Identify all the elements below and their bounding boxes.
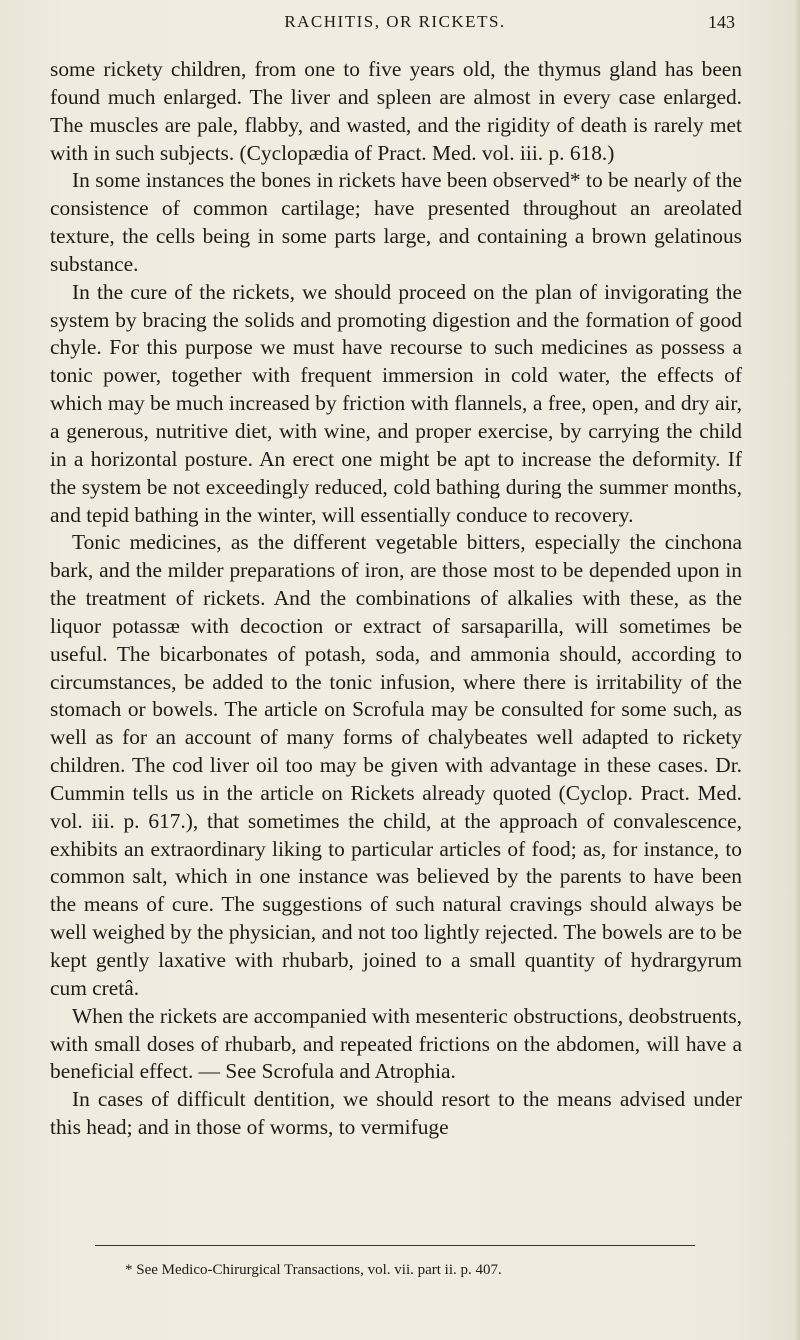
paragraph: In cases of difficult dentition, we should resort to the means advised under this head; and in those of worms, to vermifuge xyxy=(50,1087,742,1140)
paragraph: In the cure of the rickets, we should proceed on the plan of invigorating the system by bracing the solids and promoting digestion and the formation of good chyle. For this purpose we must have recourse to such medicines as possess a tonic power, together with frequent immersion in cold water, the effects of which may be much increased by friction with flannels, a free, open, and dry air, a generous, nutritive diet, with wine, and proper exercise, by carrying the child in a horizontal posture. An erect one might be apt to increase the deformity. If the system be not exceedingly reduced, cold bathing during the summer months, and tepid bathing in the winter, will essentially conduce to recovery. xyxy=(50,279,742,527)
paragraph: In some instances the bones in rickets have been observed* to be nearly of the consistence of common cartilage; have presented throughout an areolated texture, the cells being in some parts large, and containing a brown gelatinous substance. xyxy=(50,168,742,276)
footnote: * See Medico-Chirurgical Transactions, vol. vii. part ii. p. 407. xyxy=(125,1262,502,1278)
paragraph: When the rickets are accompanied with mesenteric obstructions, deobstruents, with small doses of rhubarb, and repeated frictions on the abdomen, will have a beneficial effect. — See Scrofula and Atrophia. xyxy=(50,1003,743,1084)
paragraph: Tonic medicines, as the different vegetable bitters, especially the cinchona bark, and the milder preparations of iron, are those most to be depended upon in the treatment of rickets. And the combinations of alkalies with these, as the liquor potassæ with decoction or extract of sarsaparilla, will sometimes be useful. The bicarbonates of potash, soda, and ammonia should, according to circumstances, be added to the tonic infusion, where there is irritability of the stomach or bowels. The article on Scrofula may be consulted for some such, as well as for an account of many forms of chalybeates well adapted to rickety children. The cod liver oil too may be given with advantage in these cases. Dr. Cummin tells us in the article on Rickets already quoted (Cyclop. Pract. Med. vol. iii. p. 617.), that sometimes the child, at the approach of convalescence, exhibits an extraordinary liking to particular articles of food; as, for instance, to common salt, which in one instance was believed by the parents to have been the means of cure. The suggestions of such natural cravings should always be well weighed by the physician, and not too lightly rejected. The bowels are to be kept gently laxative with rhubarb, joined to a small quantity of hydrargyrum cum cretâ. xyxy=(50,530,742,1000)
page-number: 143 xyxy=(708,12,735,32)
running-title: RACHITIS, OR RICKETS. xyxy=(284,12,506,31)
body-text xyxy=(50,56,742,1142)
page-header xyxy=(55,8,735,38)
page-edge-shadow xyxy=(794,0,800,1340)
paragraph: some rickety children, from one to five years old, the thymus gland has been found much enlarged. The liver and spleen are almost in every case enlarged. The muscles are pale, flabby, and wasted, and the rigidity of death is rarely met with in such subjects. (Cyclopædia of Pract. Med. vol. iii. p. 618.) xyxy=(50,57,742,165)
footnote-divider xyxy=(95,1245,695,1246)
